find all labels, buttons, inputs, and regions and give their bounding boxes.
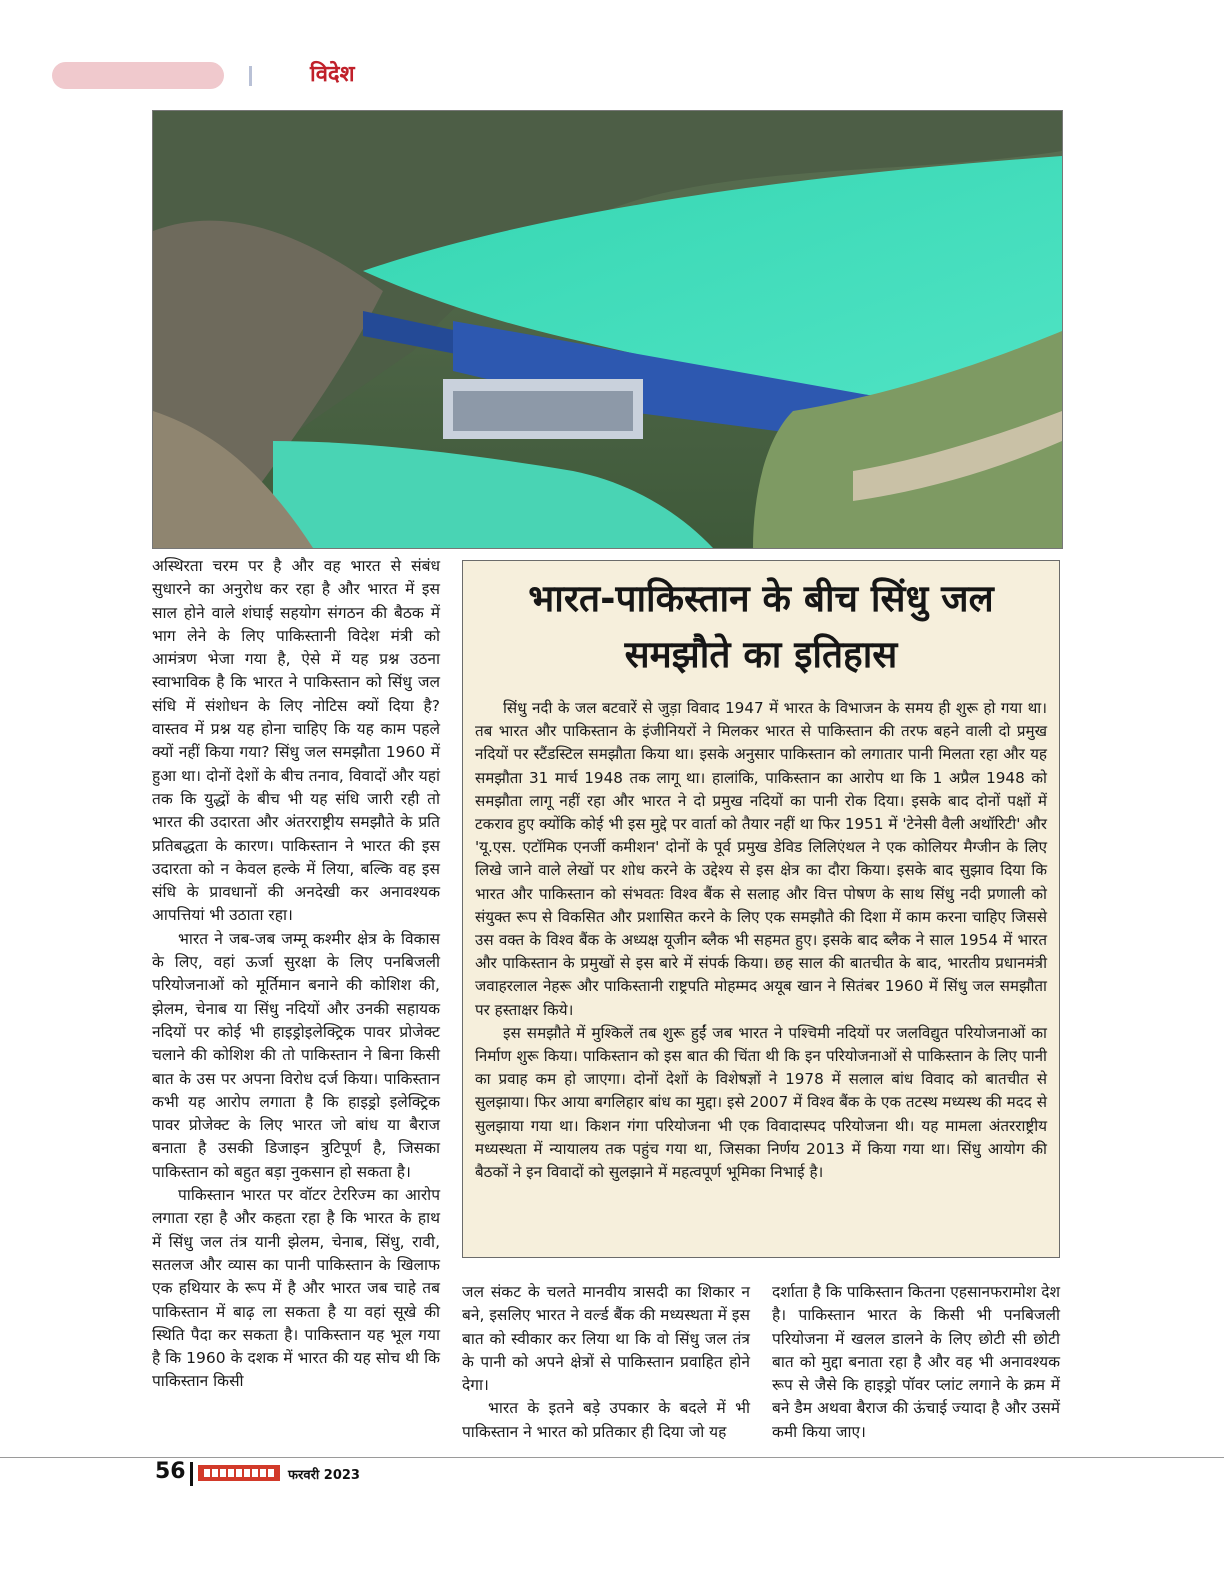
box-paragraph: इस समझौते में मुश्किलें तब शुरू हुईं जब भारत ने पश्चिमी नदियों पर जलविद्युत परियोजनाओं का निर्माण शुरू किया। पाकिस्तान को इस बात की चिंता थी कि इन परियोजनाओं से पाकिस्तान के लिए पानी का प्रवाह कम हो जाएगा। दोनों देशों के विशेषज्ञों ने 1978 में सलाल बांध विवाद को बातचीत से सुलझाया। फिर आया बगलिहार बांध का मुद्दा। इसे 2007 में विश्व बैंक के एक तटस्थ मध्यस्थ की मदद से सुलझाया गया था। किशन गंगा परियोजना भी एक विवादास्पद परियोजना थी। यह मामला अंतरराष्ट्रीय मध्यस्थता में न्यायालय तक पहुंच गया था, जिसका निर्णय 2013 में किया गया था। सिंधु आयोग की बैठकों ने इन विवादों को सुलझाने में महत्वपूर्ण भूमिका निभाई है। bbox=[475, 1023, 1047, 1182]
middle-paragraph: जल संकट के चलते मानवीय त्रासदी का शिकार न बने, इसलिए भारत ने वर्ल्ड बैंक की मध्यस्थता में इस बात को स्वीकार कर लिया था कि वो सिंधु जल तंत्र के पानी को अपने क्षेत्रों से पाकिस्तान प्रवाहित होने देगा। bbox=[462, 1283, 750, 1395]
page-number: 56 bbox=[155, 1459, 186, 1484]
sidebar-box bbox=[462, 560, 1060, 1258]
right-paragraph: दर्शाता है कि पाकिस्तान कितना एहसानफरामोश देश है। पाकिस्तान भारत के किसी भी पनबिजली परियोजना में खलल डालने के लिए छोटी सी छोटी बात को मुद्दा बनाता रहा है और वह भी अनावश्यक रूप से जैसे कि हाइड्रो पॉवर प्लांट लगाने के क्रम में बने डैम अथवा बैराज की ऊंचाई ज्यादा है और उसमें कमी किया जाए। bbox=[772, 1283, 1060, 1441]
left-column bbox=[152, 555, 440, 1394]
section-tag-pill bbox=[52, 62, 224, 89]
left-paragraph: पाकिस्तान भारत पर वॉटर टेररिज्म का आरोप लगाता रहा है और कहता रहा है कि भारत के हाथ में सिंधु जल तंत्र यानी झेलम, चेनाब, सिंधु, रावी, सतलज और व्यास का पानी पाकिस्तान के खिलाफ एक हथियार के रूप में है और भारत जब चाहे तब पाकिस्तान में बाढ़ ला सकता है या वहां सूखे की स्थिति पैदा कर सकता है। पाकिस्तान यह भूल गया है कि 1960 के दशक में भारत की यह सोच थी कि पाकिस्तान किसी bbox=[152, 1186, 440, 1391]
footer-separator bbox=[190, 1462, 193, 1486]
middle-paragraph: भारत के इतने बड़े उपकार के बदले में भी पाकिस्तान ने भारत को प्रतिकार ही दिया जो यह bbox=[462, 1399, 750, 1441]
box-title: भारत-पाकिस्तान के बीच सिंधु जल समझौते का इतिहास bbox=[528, 577, 994, 676]
dam-photo bbox=[152, 110, 1063, 549]
left-paragraph: अस्थिरता चरम पर है और वह भारत से संबंध सुधारने का अनुरोध कर रहा है और भारत में इस साल होने वाले शंघाई सहयोग संगठन की बैठक में भाग लेने के लिए पाकिस्तानी विदेश मंत्री को आमंत्रण भेजा गया है, ऐसे में यह प्रश्न उठना स्वाभाविक है कि भारत ने पाकिस्तान को सिंधु जल संधि में संशोधन के लिए नोटिस क्यों दिया है? वास्तव में प्रश्न यह होना चाहिए कि यह काम पहले क्यों नहीं किया गया? सिंधु जल समझौता 1960 में हुआ था। दोनों देशों के बीच तनाव, विवादों और यहां तक कि युद्धों के बीच भी यह संधि जारी रही तो भारत की उदारता और अंतरराष्ट्रीय समझौते के प्रति प्रतिबद्धता के कारण। पाकिस्तान ने भारत की इस उदारता को न केवल हल्के में लिया, बल्कि वह इस संधि के प्रावधानों की अनदेखी कर अनावश्यक आपत्तियां भी उठाता रहा। bbox=[152, 557, 440, 925]
left-paragraph: भारत ने जब-जब जम्मू कश्मीर क्षेत्र के विकास के लिए, वहां ऊर्जा सुरक्षा के लिए पनबिजली परियोजनाओं को मूर्तिमान बनाने की कोशिश की, झेलम, चेनाब या सिंधु नदियों और उनकी सहायक नदियों पर कोई भी हाइड्रोइलेक्ट्रिक पावर प्रोजेक्ट चलाने की कोशिश की तो पाकिस्तान ने बिना किसी बात के उस पर अपना विरोध दर्ज किया। पाकिस्तान कभी यह आरोप लगाता है कि हाइड्रो इलेक्ट्रिक पावर प्रोजेक्ट के लिए भारत जो बांध या बैराज बनाता है उसकी डिजाइन त्रुटिपूर्ण है, जिसका पाकिस्तान को बहुत बड़ा नुकसान हो सकता है। bbox=[152, 929, 440, 1181]
issue-date: फरवरी 2023 bbox=[288, 1468, 360, 1483]
section-title: विदेश bbox=[310, 62, 355, 87]
magazine-logo bbox=[198, 1465, 280, 1481]
header-separator bbox=[249, 66, 252, 86]
footer-rule bbox=[0, 1457, 1224, 1458]
box-paragraph: सिंधु नदी के जल बटवारें से जुड़ा विवाद 1947 में भारत के विभाजन के समय ही शुरू हो गया था। तब भारत और पाकिस्तान के इंजीनियरों ने मिलकर भारत से पाकिस्तान की तरफ बहने वाली दो प्रमुख नदियों पर स्टैंडस्टिल समझौता किया था। इसके अनुसार पाकिस्तान को लगातार पानी मिलता रहा और यह समझौता 31 मार्च 1948 तक लागू था। हालांकि, पाकिस्तान का आरोप था कि 1 अप्रैल 1948 को समझौता लागू नहीं रहा और भारत ने दो प्रमुख नदियों का पानी रोक दिया। इसके बाद दोनों पक्षों में टकराव हुए क्योंकि कोई भी इस मुद्दे पर वार्ता को तैयार नहीं था फिर 1951 में 'टेनेसी वैली अथॉरिटी' और 'यू.एस. एटॉमिक एनर्जी कमीशन' दोनों के पूर्व प्रमुख डेविड लिलिएंथल ने एक कोलियर मैग्जीन के लिए लिखे जाने वाले लेखों पर शोध करने के उद्देश्य से इस क्षेत्र का दौरा किया। इसके बाद सुझाव दिया कि भारत और पाकिस्तान को संभवतः विश्व बैंक से सलाह और वित्त पोषण के साथ सिंधु नदी प्रणाली को संयुक्त रूप से विकसित और प्रशासित करने के लिए एक समझौते की दिशा में काम करना चाहिए जिससे उस वक्त के विश्व बैंक के अध्यक्ष यूजीन ब्लैक भी सहमत हुए। इसके बाद ब्लैक ने साल 1954 में भारत और पाकिस्तान के प्रमुखों से इस बारे में संपर्क किया। छह साल की बातचीत के बाद, भारतीय प्रधानमंत्री जवाहरलाल नेहरू और पाकिस्तानी राष्ट्रपति मोहम्मद अयूब खान ने सितंबर 1960 में सिंधु जल समझौता पर हस्ताक्षर किये। bbox=[475, 699, 1047, 1019]
middle-column bbox=[462, 1281, 750, 1444]
box-body bbox=[475, 697, 1047, 1184]
right-column bbox=[772, 1281, 1060, 1444]
